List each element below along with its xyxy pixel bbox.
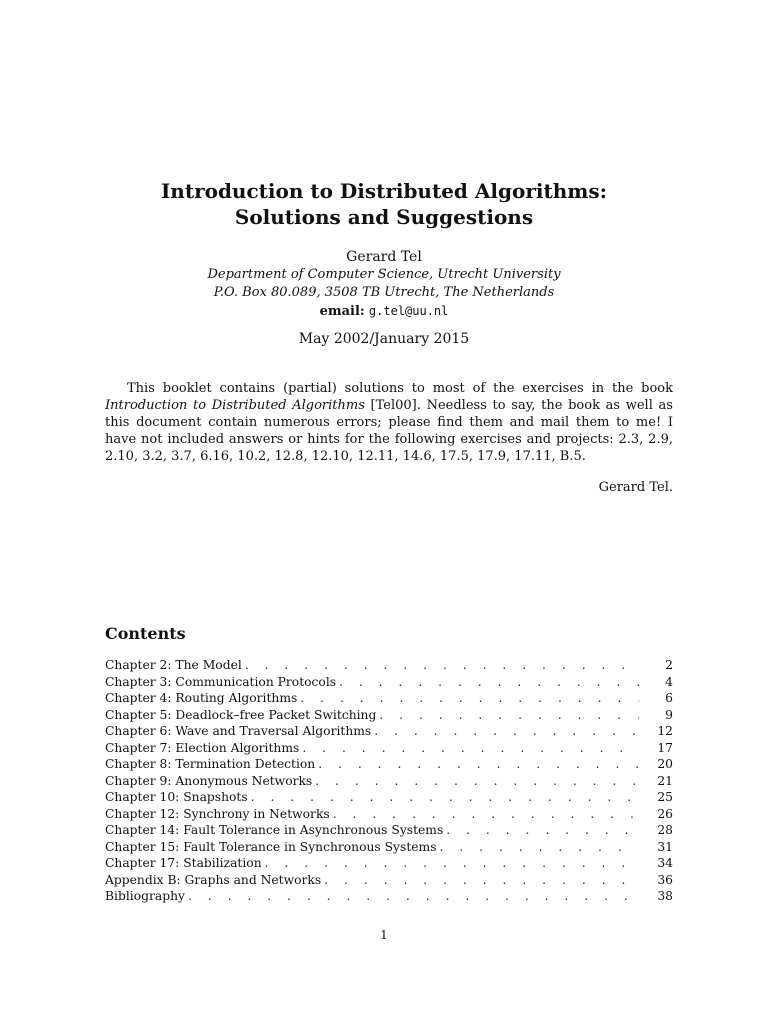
toc-entry-label: Chapter 10: Snapshots [105,790,248,804]
toc-entry-label: Bibliography [105,889,185,903]
toc-entry[interactable] [105,872,673,889]
toc-entry-label: Chapter 12: Synchrony in Networks [105,806,330,821]
toc-dot-leader [324,872,639,889]
toc-entry-label: Chapter 3: Communication Protocols [105,674,337,689]
toc-entry-label: Chapter 7: Election Algorithms [105,740,300,755]
toc-entry[interactable] [105,773,673,790]
email-line [0,302,768,321]
toc-entry-page: 26 [657,806,673,821]
toc-entry-page: 38 [657,889,673,903]
toc-dot-leader [251,789,639,806]
abstract-book-title: Introduction to Distributed Algorithms [105,398,365,413]
toc-entry-label: Chapter 8: Termination Detection [105,757,316,771]
toc-dot-leader [302,740,639,757]
toc-dot-leader [379,707,639,724]
toc-dot-leader [318,756,639,773]
abstract [105,380,673,465]
abstract-text-2: [Tel00]. Needless to say, the book as well as this document contain numerous errors; please find them and mail them to me! I have not included answers or hints for the following exercises and projects: 2.3, 2.9, 2.10, 3.2, 3.7, 6.16, 10.2, 12.8, 12.10, 12.11, 14.6, 17.5, 17.9, 17.11, B.5. [105,398,673,464]
toc-dot-leader [265,855,639,872]
toc-entry-page: 21 [657,773,673,788]
toc-entry-page: 12 [657,724,673,738]
table-of-contents [105,657,673,905]
toc-entry-page: 34 [657,856,673,870]
toc-entry[interactable] [105,822,673,839]
toc-entry[interactable] [105,806,673,823]
toc-entry-page: 25 [657,790,673,804]
page-number: 1 [380,928,388,942]
toc-dot-leader [446,822,639,839]
toc-entry[interactable] [105,707,673,724]
toc-entry-label: Chapter 4: Routing Algorithms [105,691,298,705]
toc-entry[interactable] [105,674,673,691]
title-line-2: Solutions and Suggestions [234,205,534,229]
toc-entry-page: 6 [665,691,673,705]
toc-entry-page: 2 [665,658,673,672]
toc-dot-leader [245,657,639,674]
toc-dot-leader [300,690,639,707]
toc-entry-label: Chapter 14: Fault Tolerance in Asynchronous Systems [105,823,444,837]
toc-entry-page: 9 [665,707,673,722]
toc-entry-page: 17 [657,740,673,755]
toc-entry-page: 4 [665,674,673,689]
toc-dot-leader [440,839,639,856]
toc-entry[interactable] [105,756,673,773]
email-address[interactable]: g.tel@uu.nl [368,304,449,318]
abstract-text-1: This booklet contains (partial) solutions to most of the exercises in the book [127,381,673,396]
toc-entry[interactable] [105,789,673,806]
toc-entry-page: 28 [657,823,673,837]
toc-dot-leader [315,773,639,790]
toc-entry[interactable] [105,723,673,740]
toc-entry[interactable] [105,690,673,707]
toc-entry-label: Chapter 9: Anonymous Networks [105,773,313,788]
signature: Gerard Tel. [598,480,673,495]
toc-entry-label: Chapter 2: The Model [105,658,242,672]
toc-entry-label: Chapter 17: Stabilization [105,856,262,870]
toc-dot-leader [374,723,639,740]
toc-entry-label: Appendix B: Graphs and Networks [105,872,322,887]
toc-entry-page: 31 [657,839,673,854]
affiliation-line-2: P.O. Box 80.089, 3508 TB Utrecht, The Netherlands [213,285,555,300]
toc-entry-page: 36 [657,872,673,887]
toc-entry-label: Chapter 6: Wave and Traversal Algorithms [105,724,372,738]
author-name: Gerard Tel [346,249,422,265]
toc-entry-label: Chapter 5: Deadlock–free Packet Switching [105,707,377,722]
toc-entry[interactable] [105,855,673,872]
toc-dot-leader [333,806,639,823]
toc-entry[interactable] [105,839,673,856]
affiliation-line-1: Department of Computer Science, Utrecht University [207,267,561,282]
toc-entry[interactable] [105,740,673,757]
contents-heading: Contents [105,624,186,643]
abstract-paragraph [105,380,673,465]
toc-entry-page: 20 [657,757,673,771]
publication-date: May 2002/January 2015 [298,331,470,347]
toc-dot-leader [188,888,639,905]
toc-dot-leader [339,674,639,691]
toc-entry-label: Chapter 15: Fault Tolerance in Synchronous Systems [105,839,437,854]
title-line-1: Introduction to Distributed Algorithms: [160,179,608,203]
toc-entry[interactable] [105,888,673,905]
email-label: email: [319,304,365,319]
toc-entry[interactable] [105,657,673,674]
